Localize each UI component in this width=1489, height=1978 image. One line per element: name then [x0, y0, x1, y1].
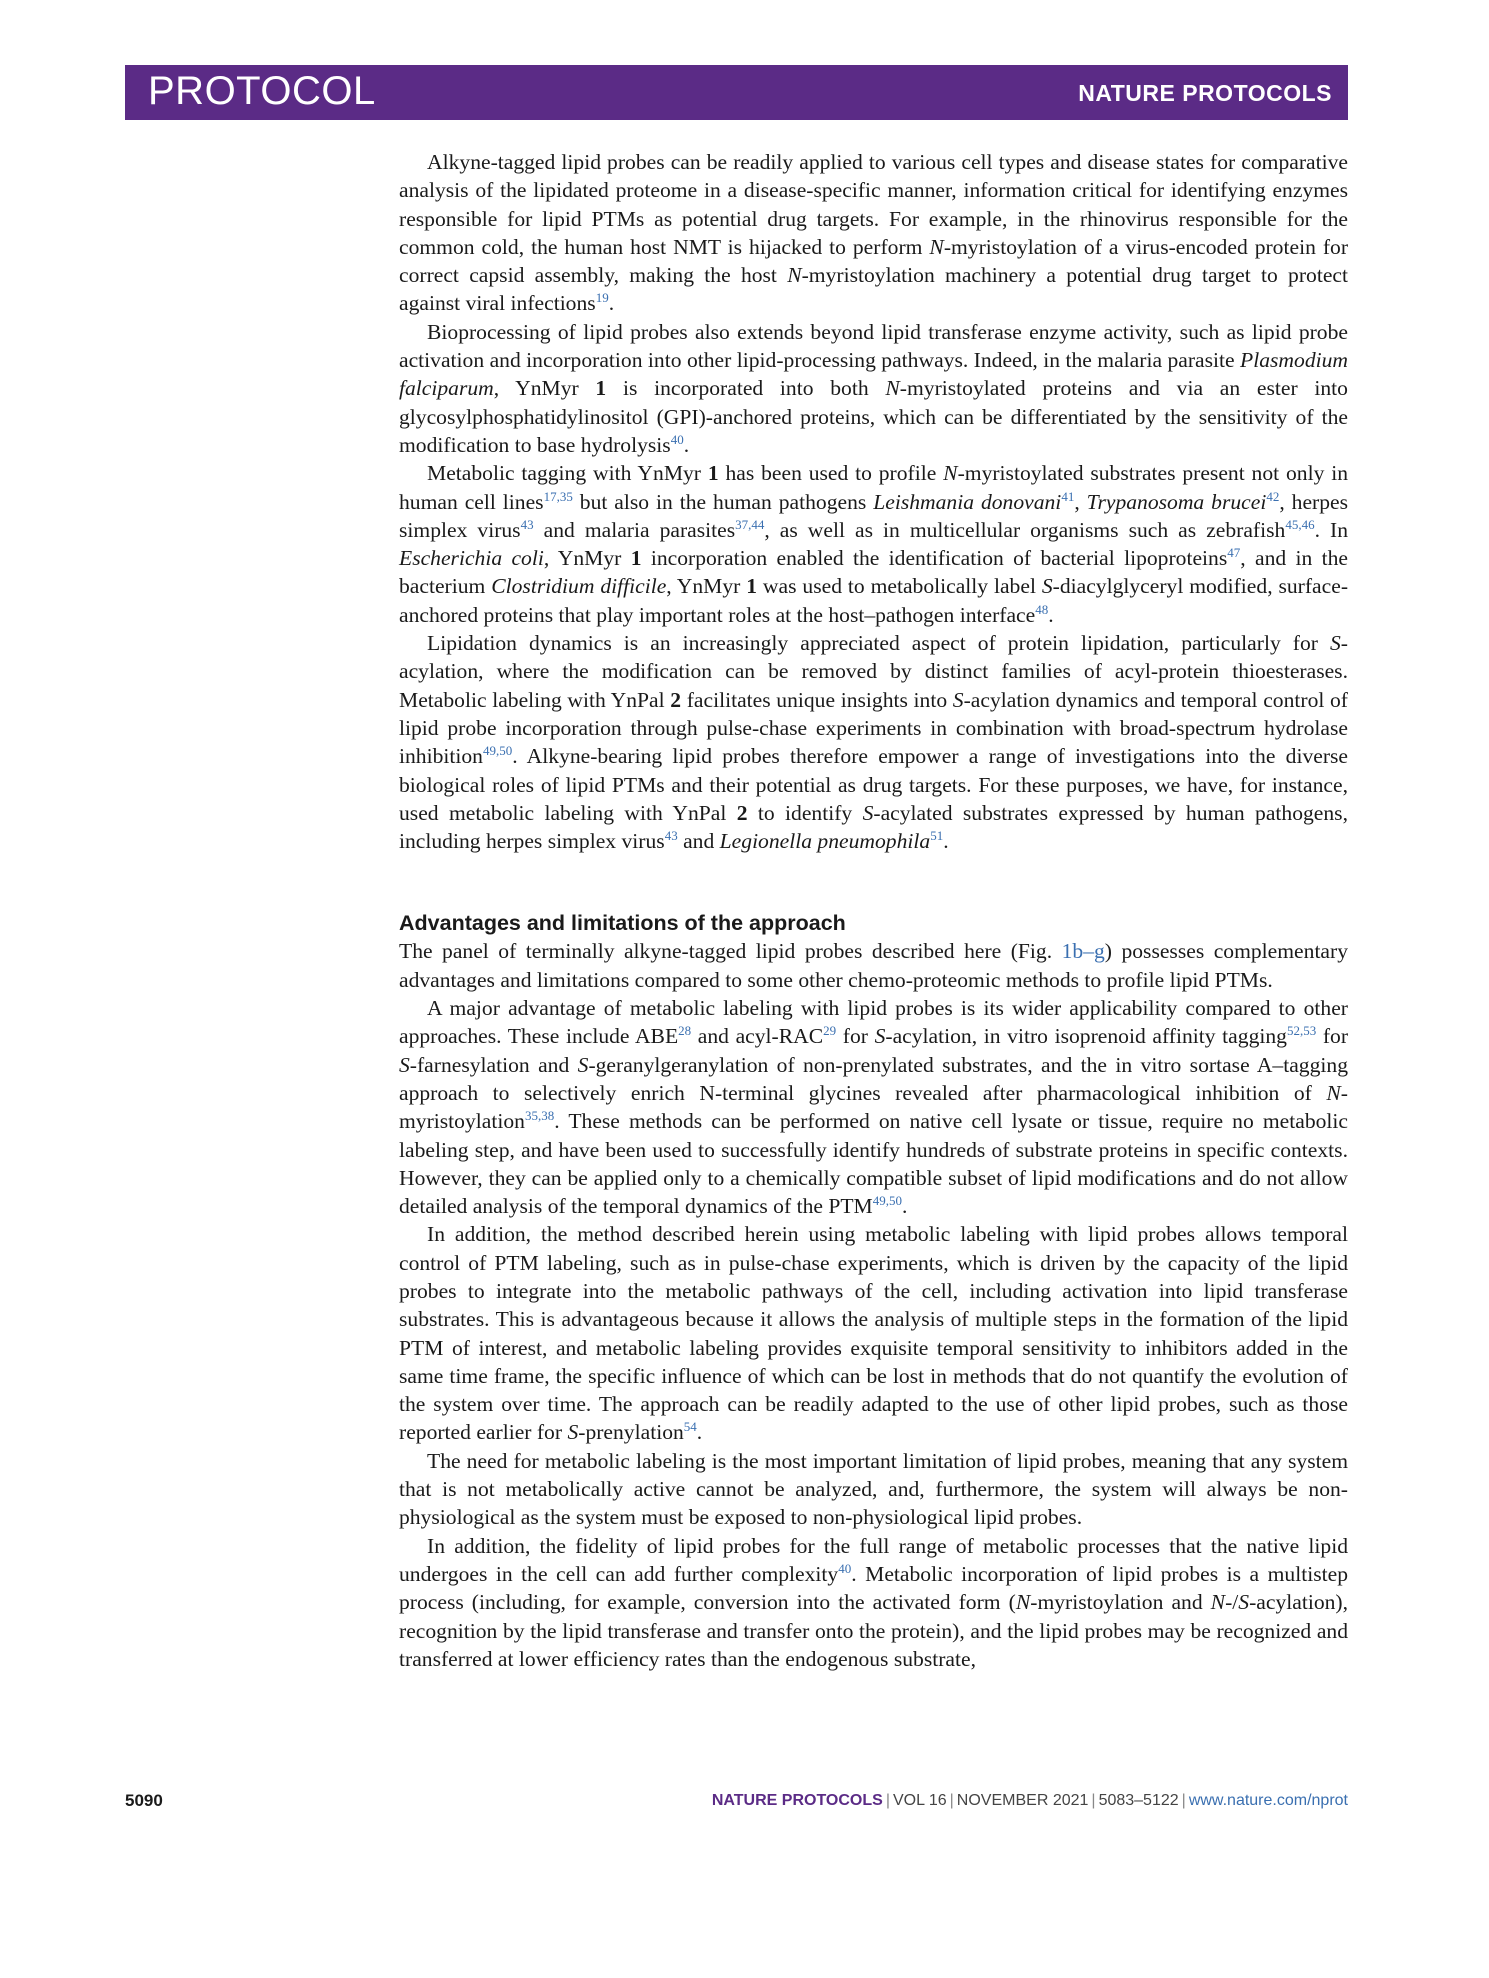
text-run: Trypanosoma brucei	[1086, 489, 1267, 514]
text-run: S	[1330, 631, 1341, 656]
citation-reference[interactable]: 47	[1227, 545, 1241, 561]
section-paragraphs	[399, 937, 1348, 1673]
text-run: , and in the bacterium	[399, 546, 1349, 599]
citation-reference[interactable]: 28	[678, 1023, 692, 1039]
text-run: S	[1238, 1590, 1250, 1615]
citation-reference[interactable]: 35,38	[524, 1108, 555, 1124]
text-run: S	[1041, 574, 1053, 599]
text-run: Clostridium difficile	[491, 574, 667, 599]
citation-reference[interactable]: 37,44	[735, 516, 765, 532]
text-run: .	[1048, 602, 1054, 627]
text-run: but also in the human pathogens	[572, 489, 874, 514]
text-run: -myristoylated proteins and via an ester into glycosylphosphatidylinositol (GPI)-anchored proteins, which can be differentiated by the sensitivity of the modification to base hydrolysis	[399, 376, 1348, 457]
citation-reference[interactable]: 29	[823, 1023, 837, 1039]
running-header	[125, 65, 1348, 120]
text-run: for	[836, 1024, 875, 1049]
text-run: -acylation dynamics and temporal control of lipid probe incorporation through pulse-chase experiments in combination with broad-spectrum hydrolase inhibition	[399, 687, 1348, 769]
text-run: -/	[1225, 1590, 1239, 1615]
text-run: -acylation, in vitro isoprenoid affinity tagging	[885, 1024, 1287, 1049]
text-run: , YnMyr	[493, 376, 596, 401]
text-run: N	[1326, 1080, 1341, 1105]
text-run: 1	[746, 574, 758, 599]
section-heading: Advantages and limitations of the approach	[399, 911, 846, 936]
text-run: -acylated substrates expressed by human pathogens, including herpes simplex virus	[399, 800, 1348, 854]
text-run: . In	[1314, 517, 1348, 542]
text-run: Lipidation dynamics is an increasingly appreciated aspect of protein lipidation, particularly for	[427, 631, 1330, 656]
text-run: 1	[707, 461, 719, 486]
text-run: and acyl-RAC	[691, 1024, 824, 1049]
citation-reference[interactable]: 41	[1061, 488, 1075, 504]
header-journal-name: NATURE PROTOCOLS	[1078, 80, 1332, 106]
text-run: -myristoylation of a virus-encoded protein for correct capsid assembly, making the host	[399, 234, 1349, 288]
text-run: N	[1015, 1590, 1031, 1615]
text-run: 1	[595, 376, 607, 401]
citation-reference[interactable]: 43	[520, 516, 534, 532]
text-run: -myristoylation	[399, 1080, 1348, 1134]
text-run: Alkyne-tagged lipid probes can be readily applied to various cell types and disease states for comparative analysis of the lipidated proteome in a disease-specific manner, information critical for identifying enzymes responsible for lipid PTMs as potential drug targets. For example, in the rhinovirus responsible for the common cold, the human host NMT is hijacked to perform	[399, 150, 1348, 259]
text-run: for	[1316, 1024, 1349, 1049]
footer-date: NOVEMBER 2021	[956, 1792, 1089, 1809]
text-run: In addition, the fidelity of lipid probes for the full range of metabolic processes that the native lipid undergoes in the cell can add further complexity	[399, 1533, 1348, 1586]
text-run: Plasmodium falciparum	[399, 348, 1348, 401]
text-run: -geranylgeranylation of non-prenylated substrates, and the in vitro sortase A–tagging approach to selectively enrich N-terminal glycines revealed after pharmacological inhibition of	[399, 1052, 1348, 1105]
text-run: .	[943, 829, 949, 854]
text-run: , as well as in multicellular organisms such as zebrafish	[764, 517, 1286, 542]
body-paragraph	[399, 1532, 1348, 1673]
text-run: N	[885, 376, 900, 401]
text-run: A major advantage of metabolic labeling with lipid probes is its wider applicability compared to other approaches. These include ABE	[399, 996, 1348, 1049]
text-run: . These methods can be performed on native cell lysate or tissue, require no metabolic labeling step, and have been used to successfully identify hundreds of substrate proteins in specific contexts. However, they can be applied only to a chemically compatible subset of lipid modifications and do not allow detailed analysis of the temporal dynamics of the PTM	[399, 1109, 1348, 1219]
figure-reference-link[interactable]: 1b–g	[1061, 939, 1105, 964]
text-run: Bioprocessing of lipid probes also extends beyond lipid transferase enzyme activity, such as lipid probe activation and incorporation into other lipid-processing pathways. Indeed, in the malaria parasite	[399, 319, 1348, 373]
citation-reference[interactable]: 52,53	[1286, 1023, 1317, 1039]
citation-reference[interactable]: 51	[930, 828, 944, 844]
citation-reference[interactable]: 49,50	[482, 743, 513, 759]
text-run: .	[902, 1194, 908, 1219]
text-run: -acylation), recognition by the lipid transferase and transfer onto the protein), and the lipid probes may be recognized and transferred at lower efficiency rates than the endogenous substrate,	[399, 1590, 1349, 1671]
text-run: to identify	[747, 800, 863, 825]
text-run: S	[874, 1024, 886, 1049]
citation-reference[interactable]: 48	[1035, 601, 1049, 617]
text-run: -myristoylation and	[1030, 1590, 1211, 1615]
text-run: , YnMyr	[543, 546, 631, 571]
text-run: 1	[630, 546, 642, 571]
text-run: .	[683, 432, 690, 457]
body-paragraph	[399, 318, 1348, 459]
text-run: , herpes simplex virus	[399, 489, 1349, 542]
text-run: S	[399, 1052, 410, 1077]
citation-reference[interactable]: 54	[683, 1419, 697, 1435]
text-run: was used to metabolically label	[757, 574, 1042, 599]
text-run: S	[567, 1420, 579, 1445]
footer-volume: VOL 16	[892, 1792, 947, 1809]
text-run: . Alkyne-bearing lipid probes therefore empower a range of investigations into the diverse biological roles of lipid PTMs and their potential as drug targets. For these purposes, we have, for instance, used metabolic labeling with YnPal	[399, 744, 1348, 825]
text-run: facilitates unique insights into	[681, 687, 953, 712]
text-run: In addition, the method described herein using metabolic labeling with lipid probes allows temporal control of PTM labeling, such as in pulse-chase experiments, which is driven by the capacity of the lipid probes to integrate into the metabolic pathways of the cell, including activation into lipid transferase substrates. This is advantageous because it allows the analysis of multiple steps in the formation of the lipid PTM of interest, and metabolic labeling provides exquisite temporal sensitivity to inhibitors added in the same time frame, the specific influence of which can be lost in methods that do not quantify the evolution of the system over time. The approach can be readily adapted to the use of other lipid probes, such as those reported earlier for	[399, 1222, 1348, 1445]
text-run: S	[577, 1052, 589, 1077]
citation-reference[interactable]: 17,35	[543, 488, 573, 504]
text-run: is incorporated into both	[606, 376, 886, 401]
text-run: -diacylglyceryl modified, surface-anchored proteins that play important roles at the host–pathogen interface	[399, 574, 1349, 627]
text-run: N	[943, 461, 958, 486]
footer-url[interactable]: www.nature.com/nprot	[1188, 1792, 1348, 1809]
body-paragraph	[399, 629, 1348, 855]
body-paragraph	[399, 148, 1348, 318]
text-run: -farnesylation and	[409, 1052, 578, 1077]
footer-citation: NATURE PROTOCOLS | VOL 16 | NOVEMBER 2021 | 5083–5122 | www.nature.com/nprot	[711, 1792, 1348, 1809]
citation-reference[interactable]: 19	[595, 290, 609, 306]
body-paragraph	[399, 459, 1348, 629]
footer-pages: 5083–5122	[1098, 1792, 1179, 1809]
text-run: 2	[736, 800, 748, 825]
text-run: incorporation enabled the identification of bacterial lipoproteins	[641, 546, 1228, 571]
text-run: Legionella pneumophila	[719, 829, 931, 854]
text-run: Leishmania donovani	[873, 489, 1062, 514]
text-run: N	[1210, 1590, 1226, 1615]
text-run: S	[952, 687, 964, 712]
text-run: -myristoylation machinery a potential drug target to protect against viral infections	[399, 263, 1348, 316]
text-run: ,	[1074, 489, 1087, 514]
text-run: has been used to profile	[718, 461, 944, 486]
text-run: and	[677, 829, 720, 854]
page-number: 5090	[125, 1791, 163, 1810]
text-run: Escherichia coli	[399, 546, 544, 571]
text-run: -prenylation	[578, 1420, 684, 1445]
article-body	[399, 148, 1348, 1673]
intro-paragraphs	[399, 148, 1348, 855]
text-run: ) possesses complementary advantages and limitations compared to some other chemo-proteomic methods to profile lipid PTMs.	[399, 939, 1349, 992]
text-run: 2	[670, 687, 682, 712]
body-paragraph	[399, 994, 1348, 1220]
header-article-type: PROTOCOL	[148, 69, 376, 113]
text-run: . Metabolic incorporation of lipid probes is a multistep process (including, for example, conversion into the activated form (	[399, 1561, 1348, 1615]
body-paragraph	[399, 1220, 1348, 1446]
text-run: .	[696, 1420, 703, 1445]
citation-reference[interactable]: 49,50	[872, 1193, 902, 1209]
text-run: The panel of terminally alkyne-tagged lipid probes described here (Fig.	[399, 939, 1062, 964]
text-run: -myristoylated substrates present not only in human cell lines	[399, 461, 1349, 514]
text-run: , YnMyr	[666, 574, 747, 599]
text-run: N	[929, 234, 944, 259]
text-run: .	[608, 291, 615, 316]
citation-reference[interactable]: 42	[1266, 488, 1280, 504]
text-run: N	[787, 263, 802, 288]
body-paragraph	[399, 1447, 1348, 1532]
citation-reference[interactable]: 40	[670, 431, 684, 447]
text-run: and malaria parasites	[533, 517, 736, 542]
citation-reference[interactable]: 43	[664, 828, 678, 844]
text-run: Metabolic tagging with YnMyr	[427, 461, 708, 486]
text-run: -acylation, where the modification can be removed by distinct families of acyl-protein thioesterases. Metabolic labeling with YnPal	[399, 631, 1348, 712]
body-paragraph	[399, 937, 1348, 994]
footer-journal: NATURE PROTOCOLS	[711, 1792, 883, 1809]
text-run: S	[862, 800, 874, 825]
citation-reference[interactable]: 45,46	[1285, 516, 1315, 532]
citation-reference[interactable]: 40	[838, 1560, 852, 1576]
text-run: The need for metabolic labeling is the most important limitation of lipid probes, meaning that any system that is not metabolically active cannot be analyzed, and, furthermore, the system will always be non-physiological as the system must be exposed to non-physiological lipid probes.	[399, 1448, 1348, 1530]
